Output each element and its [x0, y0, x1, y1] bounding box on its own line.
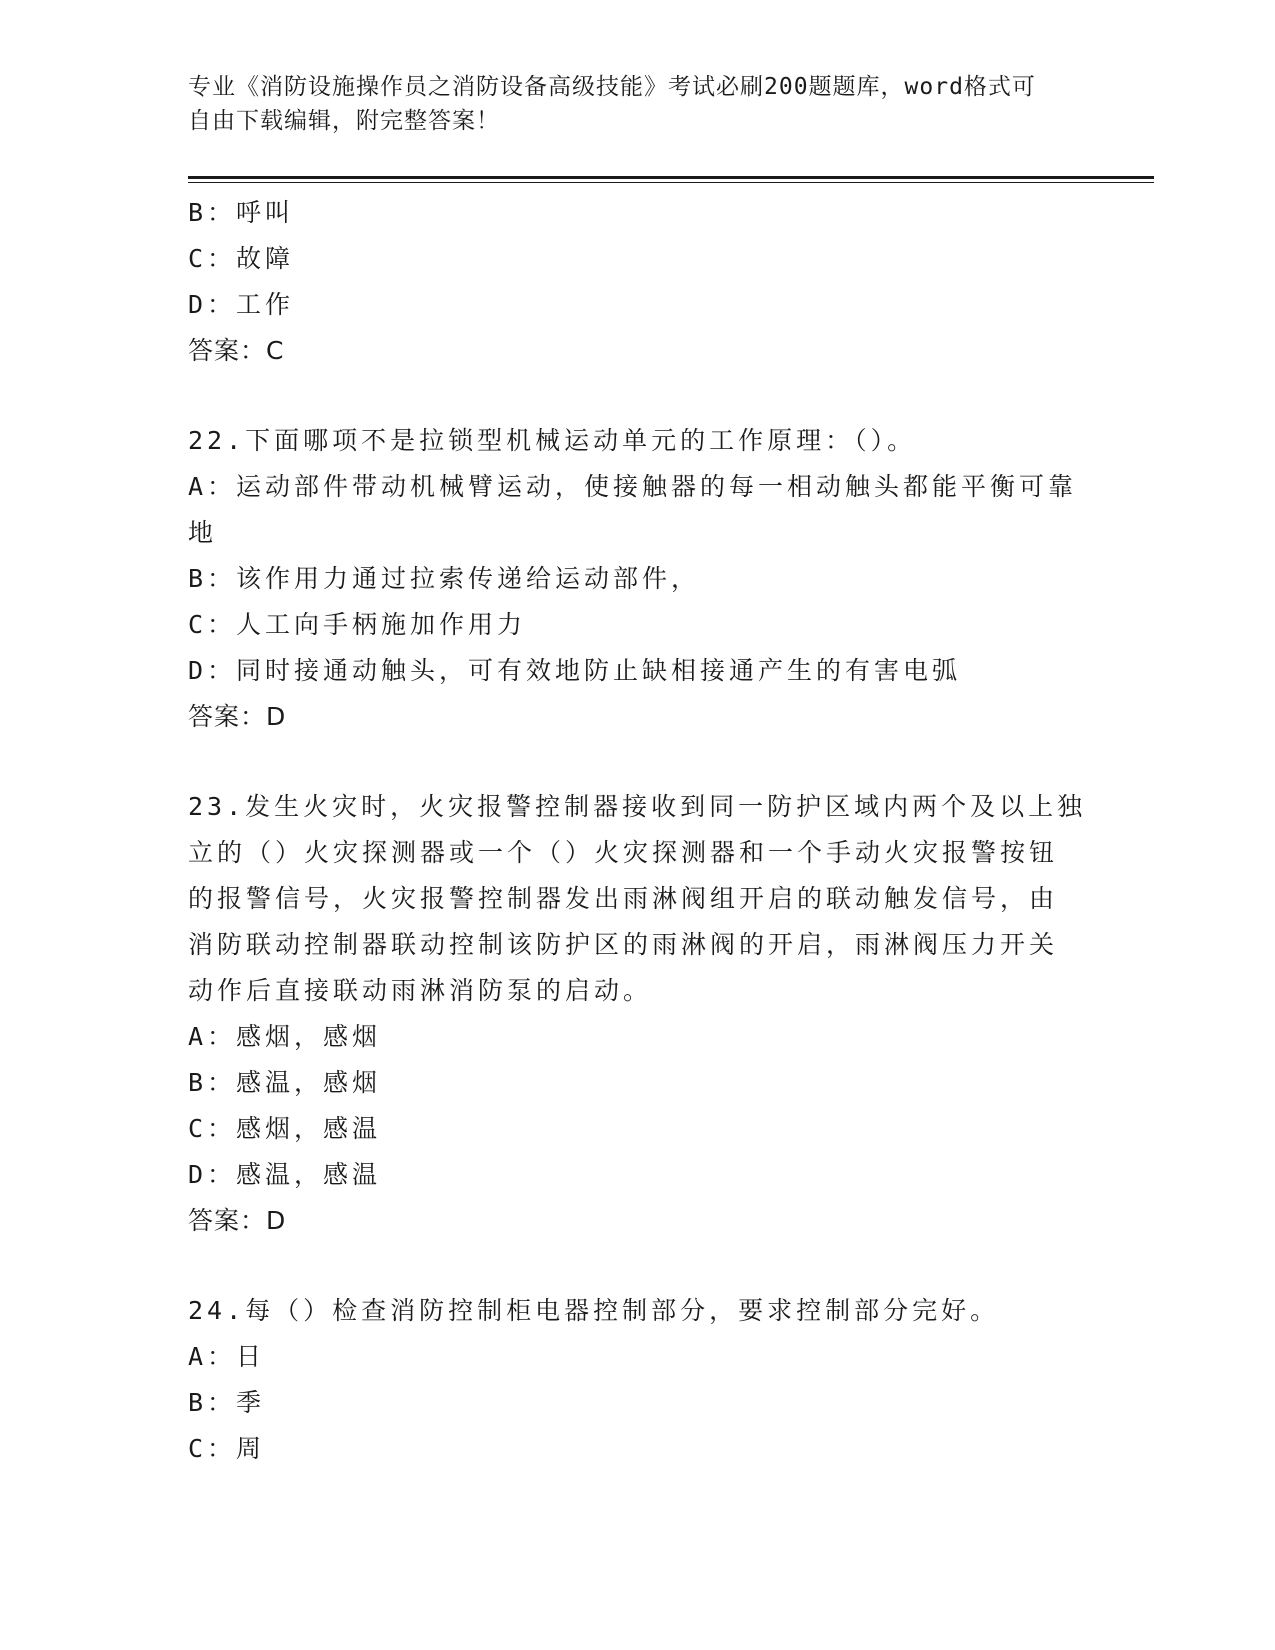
question-stem: 消防联动控制器联动控制该防护区的雨淋阀的开启，雨淋阀压力开关: [188, 930, 1059, 959]
option-d: D：同时接通动触头，可有效地防止缺相接通产生的有害电弧: [188, 656, 962, 685]
question-stem: 的报警信号，火灾报警控制器发出雨淋阀组开启的联动触发信号，由: [188, 884, 1059, 913]
option-c: C：故障: [188, 244, 295, 273]
question-stem: 22.下面哪项不是拉锁型机械运动单元的工作原理：（）。: [188, 426, 917, 455]
option-a: A：日: [188, 1342, 266, 1371]
question-stem: 24.每（）检查消防控制柜电器控制部分，要求控制部分完好。: [188, 1296, 1000, 1325]
option-b: B：该作用力通过拉索传递给运动部件，: [188, 564, 701, 593]
option-a: A：感烟，感烟: [188, 1022, 382, 1051]
option-c: C：人工向手柄施加作用力: [188, 610, 527, 639]
question-22: [188, 418, 1088, 740]
question-23: [188, 784, 1088, 1244]
option-b: B：呼叫: [188, 198, 295, 227]
question-24: [188, 1288, 1088, 1472]
spacer: [188, 740, 1088, 784]
option-b: B：季: [188, 1388, 266, 1417]
question-list: [188, 190, 1088, 1472]
option-b: B：感温，感烟: [188, 1068, 382, 1097]
header-line-1: 专业《消防设施操作员之消防设备高级技能》考试必刷200题题库，word格式可: [188, 74, 1036, 100]
question-stem: 动作后直接联动雨淋消防泵的启动。: [188, 976, 653, 1005]
option-d: D：工作: [188, 290, 295, 319]
header-line-2: 自由下载编辑，附完整答案！: [188, 108, 500, 134]
answer: 答案：D: [188, 1206, 287, 1235]
question-stem: 23.发生火灾时，火灾报警控制器接收到同一防护区域内两个及以上独: [188, 792, 1087, 821]
question-stem: 立的（）火灾探测器或一个（）火灾探测器和一个手动火灾报警按钮: [188, 838, 1059, 867]
option-c: C：周: [188, 1434, 266, 1463]
option-d: D：感温，感温: [188, 1160, 382, 1189]
spacer: [188, 374, 1088, 418]
option-a: A：运动部件带动机械臂运动，使接触器的每一相动触头都能平衡可靠: [188, 472, 1078, 501]
answer: 答案：D: [188, 702, 287, 731]
question-21: [188, 190, 1088, 374]
option-c: C：感烟，感温: [188, 1114, 382, 1143]
header-divider-thick: [188, 176, 1154, 179]
spacer: [188, 1244, 1088, 1288]
header-divider-thin: [188, 182, 1154, 183]
answer: 答案：C: [188, 336, 285, 365]
document-header: [188, 70, 1088, 138]
option-a-continued: 地: [188, 518, 218, 547]
